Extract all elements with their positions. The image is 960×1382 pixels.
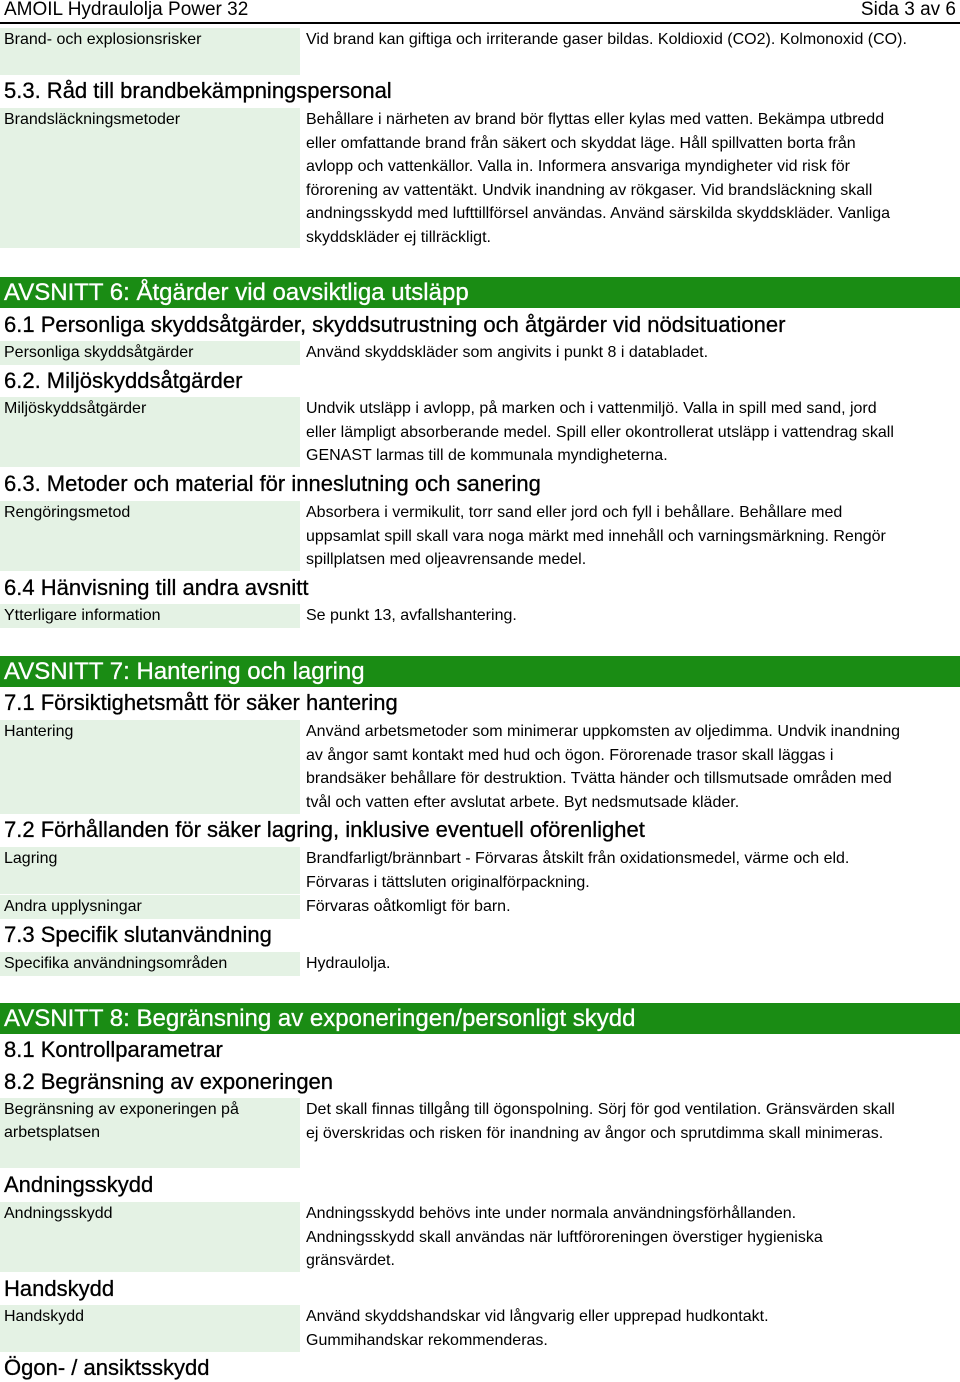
- page-header: [0, 0, 960, 24]
- heading-hand-protection: Handskydd: [4, 1276, 115, 1301]
- text-respiratory-protection: Andningsskydd behövs inte under normala användningsförhållanden. Andningsskydd skall användas när luftföroreningen överstiger hygieniska gränsvärdet.: [306, 1205, 823, 1269]
- label-workplace-exposure: Begränsning av exponeringen på arbetsplatsen: [0, 1098, 300, 1168]
- heading-6-1: 6.1 Personliga skyddsåtgärder, skyddsutrustning och åtgärder vid nödsituationer: [4, 312, 786, 337]
- text-handling: Använd arbetsmetoder som minimerar uppkomsten av oljedimma. Undvik inandning av ångor samt kontakt med hud och ögon. Förorenade trasor skall läggas i brandsäker behållare för destruktion. Tvätta händer och tillsmutsade områden med tvål och vatten efter avslutat arbete. Byt nedsmutsade kläder.: [306, 723, 901, 811]
- label-additional-information: Ytterligare information: [0, 604, 300, 628]
- document-title: AMOIL Hydraulolja Power 32: [4, 0, 249, 20]
- heading-6-3: 6.3. Metoder och material för inneslutning och sanering: [4, 471, 541, 496]
- heading-7-1: 7.1 Försiktighetsmått för säker hantering: [4, 690, 398, 715]
- label-handling: Hantering: [0, 720, 300, 814]
- label-specific-uses: Specifika användningsområden: [0, 952, 300, 976]
- heading-7-3: 7.3 Specifik slutanvändning: [4, 922, 272, 947]
- heading-6-4: 6.4 Hänvisning till andra avsnitt: [4, 575, 309, 600]
- label-cleaning-method: Rengöringsmetod: [0, 501, 300, 571]
- heading-8-2: 8.2 Begränsning av exponeringen: [4, 1069, 334, 1094]
- heading-5-3: 5.3. Råd till brandbekämpningspersonal: [4, 78, 392, 103]
- label-extinguishing-methods: Brandsläckningsmetoder: [0, 108, 300, 248]
- text-extinguishing-methods: Behållare i närheten av brand bör flyttas eller kylas med vatten. Bekämpa utbredd eller omfattande brand från säkert och skyddat läge. Håll spillvatten borta från avlopp och vattenkällor. Valla in. Informera ansvariga myndigheter vid risk för förorening av vattentäkt. Undvik inandning av rökgaser. Vid brandsläckning skall andningsskydd med lufttillförsel användas. Använd särskilda skyddskläder. Vanliga skyddskläder ej tillräckligt.: [306, 111, 891, 246]
- heading-eye-protection: Ögon- / ansiktsskydd: [4, 1355, 210, 1380]
- text-environmental-protection: Undvik utsläpp i avlopp, på marken och i vattenmiljö. Valla in spill med sand, jord eller lämpligt absorberande medel. Spill eller okontrollerat utsläpp i vattendrag skall GENAST larmas till de kommunala myndigheterna.: [306, 400, 894, 464]
- heading-6-2: 6.2. Miljöskyddsåtgärder: [4, 368, 243, 393]
- label-other-information: Andra upplysningar: [0, 895, 300, 919]
- heading-respiratory-protection: Andningsskydd: [4, 1172, 154, 1197]
- section-6-bar: AVSNITT 6: Åtgärder vid oavsiktliga utsläpp: [0, 277, 960, 308]
- text-cleaning-method: Absorbera i vermikulit, torr sand eller jord och fyll i behållare. Behållare med uppsamlat spill skall vara noga märkt med innehåll och varningsmärkning. Rengör spillplatsen med oljeavrensande medel.: [306, 504, 886, 568]
- text-hand-protection: Använd skyddshandskar vid långvarig eller upprepad hudkontakt. Gummihandskar rekommenderas.: [306, 1308, 769, 1349]
- page-number: Sida 3 av 6: [860, 0, 956, 20]
- text-additional-information: Se punkt 13, avfallshantering.: [306, 607, 517, 624]
- label-hand-protection: Handskydd: [0, 1305, 300, 1352]
- text-workplace-exposure: Det skall finnas tillgång till ögonspolning. Sörj för god ventilation. Gränsvärden skall ej överskridas och risken för inandning av ångor och sprutdimma skall minimeras.: [306, 1101, 895, 1142]
- label-explosion-risks: Brand- och explosionsrisker: [0, 28, 300, 75]
- label-personal-protection: Personliga skyddsåtgärder: [0, 341, 300, 365]
- text-explosion-risks: Vid brand kan giftiga och irriterande gaser bildas. Koldioxid (CO2). Kolmonoxid (CO).: [306, 31, 907, 48]
- label-storage: Lagring: [0, 847, 300, 894]
- heading-8-1: 8.1 Kontrollparametrar: [4, 1037, 223, 1062]
- label-respiratory-protection: Andningsskydd: [0, 1202, 300, 1272]
- label-environmental-protection: Miljöskyddsåtgärder: [0, 397, 300, 467]
- text-other-information: Förvaras oåtkomligt för barn.: [306, 898, 511, 915]
- section-8-bar: AVSNITT 8: Begränsning av exponeringen/personligt skydd: [0, 1003, 960, 1034]
- section-7-bar: AVSNITT 7: Hantering och lagring: [0, 656, 960, 687]
- heading-7-2: 7.2 Förhållanden för säker lagring, inklusive eventuell oförenlighet: [4, 817, 645, 842]
- text-storage: Brandfarligt/brännbart - Förvaras åtskilt från oxidationsmedel, värme och eld. Förvaras i tättsluten originalförpackning.: [306, 850, 850, 891]
- text-personal-protection: Använd skyddskläder som angivits i punkt 8 i databladet.: [306, 344, 709, 361]
- text-specific-uses: Hydraulolja.: [306, 955, 391, 972]
